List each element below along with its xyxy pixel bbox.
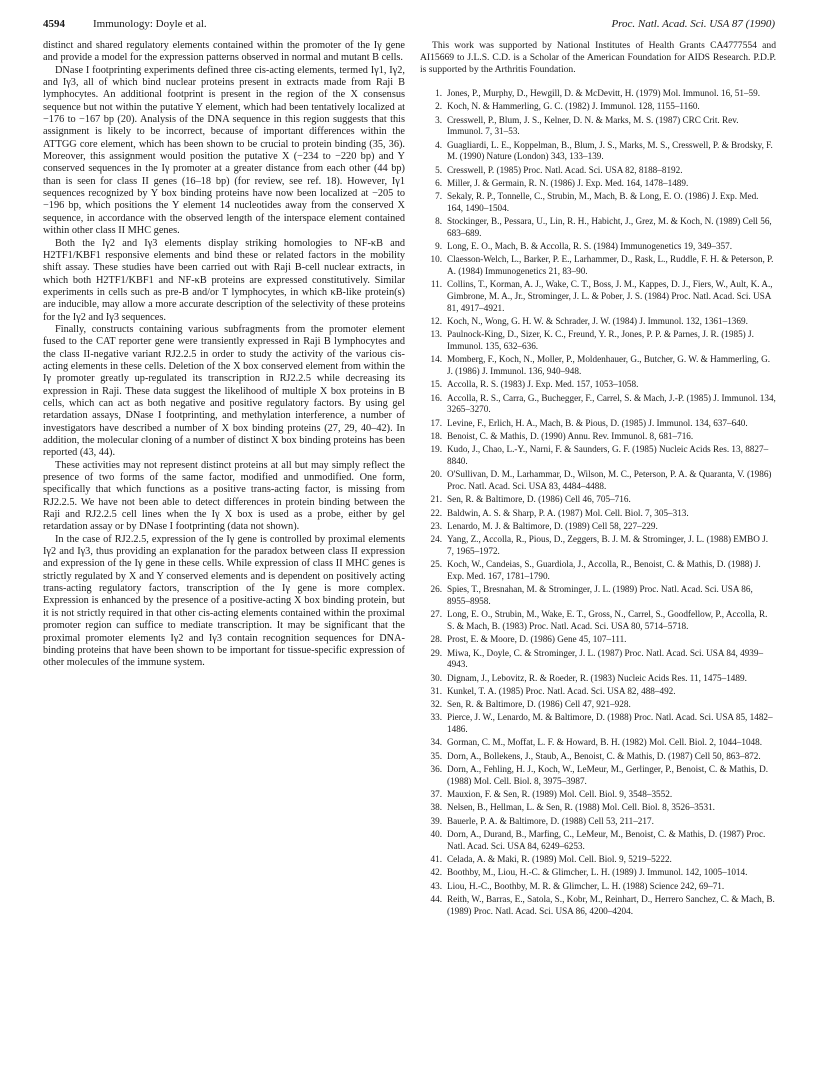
reference-text: Dorn, A., Bollekens, J., Staub, A., Benoist, C. & Mathis, D. (1987) Cell 50, 863–872. — [447, 750, 761, 761]
reference-text: Guagliardi, L. E., Koppelman, B., Blum, J. S., Marks, M. S., Cresswell, P. & Brodsky, F. M. (1990) Nature (London) 343, 133–139. — [447, 139, 773, 162]
reference-number: 43. — [430, 880, 442, 891]
reference-number: 25. — [430, 559, 442, 570]
reference-text: Accolla, R. S. (1983) J. Exp. Med. 157, 1053–1058. — [447, 379, 639, 390]
reference-number: 4. — [435, 139, 442, 150]
reference-item — [420, 737, 776, 749]
reference-item — [420, 216, 776, 239]
reference-text: Levine, F., Erlich, H. A., Mach, B. & Pious, D. (1985) J. Immunol. 134, 637–640. — [447, 417, 748, 428]
running-head: Immunology: Doyle et al. — [93, 18, 207, 30]
reference-number: 9. — [435, 241, 442, 252]
reference-text: Stockinger, B., Pessara, U., Lin, R. H., Habicht, J., Grez, M. & Koch, N. (1989) Cell 56, 683–689. — [447, 216, 772, 238]
reference-item — [420, 254, 776, 277]
reference-item — [420, 712, 776, 735]
reference-text: Gorman, C. M., Moffat, L. F. & Howard, B. H. (1982) Mol. Cell. Biol. 2, 1044–1048. — [447, 737, 763, 748]
reference-item — [420, 494, 776, 506]
reference-item — [420, 686, 776, 698]
reference-number: 34. — [430, 737, 442, 748]
reference-number: 3. — [435, 114, 442, 125]
reference-number: 16. — [430, 392, 442, 403]
reference-text: Mauxion, F. & Sen, R. (1989) Mol. Cell. Biol. 9, 3548–3552. — [447, 789, 673, 800]
reference-text: Long, E. O., Strubin, M., Wake, E. T., Gross, N., Carrel, S., Goodfellow, P., Accolla, R. S. & Mach, B. (1983) Proc. Natl. Acad. Sci. USA 80, 5714–5718. — [447, 609, 768, 631]
reference-number: 7. — [435, 191, 442, 202]
reference-text: Yang, Z., Accolla, R., Pious, D., Zeggers, B. J. M. & Strominger, J. L. (1988) EMBO J. 7, 1965–1972. — [447, 534, 769, 556]
reference-text: Nelsen, B., Hellman, L. & Sen, R. (1988) Mol. Cell. Biol. 8, 3526–3531. — [447, 802, 715, 813]
reference-number: 22. — [430, 507, 442, 518]
references-column — [420, 40, 776, 919]
reference-text: Celada, A. & Maki, R. (1989) Mol. Cell. Biol. 9, 5219–5222. — [447, 853, 672, 864]
reference-text: Koch, N. & Hammerling, G. C. (1982) J. Immunol. 128, 1155–1160. — [447, 101, 700, 112]
reference-text: Kunkel, T. A. (1985) Proc. Natl. Acad. Sci. USA 82, 488–492. — [447, 685, 676, 696]
body-text-column — [43, 40, 405, 670]
reference-item — [420, 534, 776, 557]
reference-item — [420, 751, 776, 763]
reference-number: 23. — [430, 520, 442, 531]
reference-text: Dorn, A., Fehling, H. J., Koch, W., LeMeur, M., Gerlinger, P., Benoist, C. & Mathis, D. (1988) Mol. Cell. Biol. 8, 3975–3987. — [447, 764, 769, 786]
journal-citation: Proc. Natl. Acad. Sci. USA 87 (1990) — [611, 18, 775, 30]
reference-number: 35. — [430, 750, 442, 761]
reference-item — [420, 673, 776, 685]
reference-text: Sen, R. & Baltimore, D. (1986) Cell 47, 921–928. — [447, 699, 631, 710]
reference-item — [420, 469, 776, 492]
reference-text: Dignam, J., Lebovitz, R. & Roeder, R. (1983) Nucleic Acids Res. 11, 1475–1489. — [447, 672, 747, 683]
reference-number: 32. — [430, 699, 442, 710]
reference-number: 30. — [430, 672, 442, 683]
reference-number: 26. — [430, 584, 442, 595]
reference-text: Lenardo, M. J. & Baltimore, D. (1989) Cell 58, 227–229. — [447, 520, 658, 531]
reference-text: Miller, J. & Germain, R. N. (1986) J. Exp. Med. 164, 1478–1489. — [447, 177, 689, 188]
reference-number: 20. — [430, 469, 442, 480]
reference-text: Momberg, F., Koch, N., Moller, P., Moldenhauer, G., Butcher, G. W. & Hammerling, G. J. (1986) J. Immunol. 136, 940–948. — [447, 354, 771, 377]
body-paragraph: These activities may not represent distinct proteins at all but may simply reflect the presence of two forms of the same factor, modified and unmodified. One form, specifically that which functions as a positive trans-acting factor, is missing from RJ2.2.5. We have not been able to detect differences in protein binding between the Raji and RJ2.2.5 cell lines when the Iγ X box is used as a probe, either by gel retardation assay or by DNase I footprinting (data not shown). — [43, 459, 405, 533]
reference-number: 40. — [430, 828, 442, 839]
reference-item — [420, 829, 776, 852]
reference-item — [420, 559, 776, 582]
body-paragraph: distinct and shared regulatory elements contained within the promoter of the Iγ gene and provide a model for the expression patterns observed in normal and mutant B cells. — [43, 40, 405, 64]
reference-number: 21. — [430, 494, 442, 505]
reference-item — [420, 634, 776, 646]
reference-item — [420, 444, 776, 467]
reference-item — [420, 699, 776, 711]
reference-number: 38. — [430, 802, 442, 813]
reference-number: 19. — [430, 444, 442, 455]
reference-text: Kudo, J., Chao, L.-Y., Narni, F. & Saunders, G. F. (1985) Nucleic Acids Res. 13, 8827–8840. — [447, 444, 769, 467]
reference-text: Liou, H.-C., Boothby, M. R. & Glimcher, L. H. (1988) Science 242, 69–71. — [447, 880, 725, 891]
reference-item — [420, 354, 776, 377]
reference-number: 42. — [430, 867, 442, 878]
reference-number: 39. — [430, 815, 442, 826]
reference-item — [420, 178, 776, 190]
body-paragraph: In the case of RJ2.2.5, expression of the Iγ gene is controlled by proximal elements Iγ2 and Iγ3, thus providing an explanation for the paradox between class II expression and expression of the Iγ gene in these cells. While expression of class II MHC genes is strictly regulated by X and Y conserved elements and is dependent on positively acting trans-acting regulatory factors, transcription of the Iγ gene is more complex. Expression is enhanced by the presence of a positive-acting X box binding protein, but it is not strictly required in that other cis-acting elements contained within the proximal promoter region can suffice to mediate transcription. It may be significant that the proximal promoter elements Iγ2 and Iγ3 contain recognition sequences for DNA-binding proteins that have been shown to be important for tissue-specific expression of other molecules of the immune system. — [43, 533, 405, 669]
reference-item — [420, 764, 776, 787]
reference-number: 36. — [430, 764, 442, 775]
reference-item — [420, 101, 776, 113]
reference-number: 41. — [430, 853, 442, 864]
reference-item — [420, 816, 776, 828]
reference-number: 15. — [430, 379, 442, 390]
reference-item — [420, 867, 776, 879]
reference-text: Spies, T., Bresnahan, M. & Strominger, J. L. (1989) Proc. Natl. Acad. Sci. USA 86, 8955–8958. — [447, 584, 753, 606]
reference-text: Sen, R. & Baltimore, D. (1986) Cell 46, 705–716. — [447, 494, 631, 505]
reference-text: Koch, N., Wong, G. H. W. & Schrader, J. W. (1984) J. Immunol. 132, 1361–1369. — [447, 316, 748, 327]
reference-text: Claesson-Welch, L., Barker, P. E., Larhammer, D., Rask, L., Ruddle, F. H. & Peterson, P. A. (1984) Immunogenetics 21, 83–90. — [447, 254, 774, 277]
reference-item — [420, 165, 776, 177]
reference-item — [420, 393, 776, 416]
reference-number: 17. — [430, 417, 442, 428]
reference-item — [420, 789, 776, 801]
reference-number: 10. — [430, 254, 442, 265]
reference-item — [420, 894, 776, 917]
reference-text: Cresswell, P. (1985) Proc. Natl. Acad. Sci. USA 82, 8188–8192. — [447, 164, 683, 175]
reference-number: 44. — [430, 893, 442, 904]
reference-number: 27. — [430, 609, 442, 620]
reference-text: Benoist, C. & Mathis, D. (1990) Annu. Rev. Immunol. 8, 681–716. — [447, 431, 694, 442]
acknowledgment: This work was supported by National Institutes of Health Grants CA4777554 and AI15669 to J.L.S. C.D. is a Scholar of the American Foundation for AIDS Research. P.D.P. is supported by the Arthritis Foundation. — [420, 40, 776, 75]
reference-text: Jones, P., Murphy, D., Hewgill, D. & McDevitt, H. (1979) Mol. Immunol. 16, 51–59. — [447, 88, 761, 98]
reference-number: 11. — [430, 279, 442, 290]
reference-item — [420, 329, 776, 352]
reference-number: 33. — [430, 712, 442, 723]
reference-number: 2. — [435, 101, 442, 112]
reference-item — [420, 316, 776, 328]
reference-number: 12. — [430, 316, 442, 327]
reference-item — [420, 431, 776, 443]
reference-number: 14. — [430, 354, 442, 365]
reference-number: 37. — [430, 789, 442, 800]
reference-text: Baldwin, A. S. & Sharp, P. A. (1987) Mol. Cell. Biol. 7, 305–313. — [447, 507, 689, 518]
reference-text: Boothby, M., Liou, H.-C. & Glimcher, L. H. (1989) J. Immunol. 142, 1005–1014. — [447, 867, 748, 878]
reference-number: 31. — [430, 685, 442, 696]
reference-text: Bauerle, P. A. & Baltimore, D. (1988) Cell 53, 211–217. — [447, 815, 654, 826]
reference-item — [420, 648, 776, 671]
reference-text: Prost, E. & Moore, D. (1986) Gene 45, 107–111. — [447, 634, 627, 645]
reference-number: 13. — [430, 329, 442, 340]
page-header — [43, 16, 775, 32]
reference-number: 6. — [435, 177, 442, 188]
reference-item — [420, 521, 776, 533]
reference-item — [420, 584, 776, 607]
reference-item — [420, 802, 776, 814]
reference-text: O'Sullivan, D. M., Larhammar, D., Wilson, M. C., Peterson, P. A. & Quaranta, V. (1986) Proc. Natl. Acad. Sci. USA 83, 4484–4488. — [447, 469, 772, 492]
reference-list — [420, 88, 776, 917]
reference-item — [420, 854, 776, 866]
reference-item — [420, 191, 776, 214]
reference-number: 29. — [430, 647, 442, 658]
reference-text: Sekaly, R. P., Tonnelle, C., Strubin, M., Mach, B. & Long, E. O. (1986) J. Exp. Med. 164, 1490–1504. — [447, 191, 759, 213]
reference-text: Paulnock-King, D., Sizer, K. C., Freund, Y. R., Jones, P. P. & Parnes, J. R. (1985) J. Immunol. 135, 632–636. — [447, 329, 754, 352]
reference-item — [420, 881, 776, 893]
reference-item — [420, 88, 776, 100]
reference-number: 5. — [435, 164, 442, 175]
reference-text: Pierce, J. W., Lenardo, M. & Baltimore, D. (1988) Proc. Natl. Acad. Sci. USA 85, 1482–1486. — [447, 712, 773, 735]
reference-number: 18. — [430, 431, 442, 442]
reference-item — [420, 279, 776, 314]
reference-item — [420, 418, 776, 430]
reference-item — [420, 609, 776, 632]
reference-number: 24. — [430, 534, 442, 545]
reference-item — [420, 115, 776, 138]
reference-item — [420, 508, 776, 520]
body-paragraph: Finally, constructs containing various subfragments from the promoter element fused to the CAT reporter gene were transiently expressed in Raji B lymphocytes and the class II-negative variant RJ2.2.5 in order to study the activity of the various cis-acting elements in these cells. Deletion of the X box conserved element from within the Iγ promoter greatly up-regulated its transcription in RJ2.2.5 while decreasing its expression in Raji. These data suggest the likelihood of multiple X box proteins in B cells, which can act as both negative and positive regulatory factors. By using gel retardation assays, DNase I footprinting, and methylation interference, a number of investigators have described a number of X box binding proteins (27, 29, 40–42). In addition, the molecular cloning of a number of distinct X box binding proteins has been reported (43, 44). — [43, 323, 405, 459]
reference-number: 28. — [430, 634, 442, 645]
reference-text: Long, E. O., Mach, B. & Accolla, R. S. (1984) Immunogenetics 19, 349–357. — [447, 241, 733, 252]
reference-text: Collins, T., Korman, A. J., Wake, C. T., Boss, J. M., Kappes, D. J., Fiers, W., Ault, K. A., Gimbrone, M. A., Jr., Strominger, J. L. & Pober, J. S. (1984) Proc. Natl. Acad. Sci. USA 81, 4917–4921. — [447, 279, 773, 313]
reference-text: Accolla, R. S., Carra, G., Buchegger, F., Carrel, S. & Mach, J.-P. (1985) J. Immunol. 134, 3265–3270. — [447, 392, 776, 415]
reference-text: Reith, W., Barras, E., Satola, S., Kobr, M., Reinhart, D., Herrero Sanchez, C. & Mach, B. (1989) Proc. Natl. Acad. Sci. USA 86, 4200–4204. — [447, 893, 775, 916]
reference-text: Miwa, K., Doyle, C. & Strominger, J. L. (1987) Proc. Natl. Acad. Sci. USA 84, 4939–4943. — [447, 647, 764, 670]
reference-number: 1. — [435, 88, 442, 98]
reference-item — [420, 241, 776, 253]
reference-item — [420, 379, 776, 391]
reference-item — [420, 140, 776, 163]
body-paragraph: DNase I footprinting experiments defined three cis-acting elements, termed Iγ1, Iγ2, and Iγ3, all of which bind nuclear proteins present in extracts made from Raji B lymphocytes. An additional footprint is present in the region of the X consensus sequence but not within the putative Y element, which had been tentatively localized at −176 to −167 bp (20). Analysis of the DNA sequence in this region suggests that this assignment is likely to be incorrect, because of important differences within the ATTGG core element, which has been shown to be crucial to protein binding (35, 36). Moreover, this assignment would position the putative X (−234 to −220 bp) and Y conserved sequences in the Iγ promoter at a greater distance from each other (44 bp) than is seen for class II genes (16–18 bp) (for review, see ref. 18). However, Iγ1 sequences recognized by Y box binding proteins have now been localized at −205 to −196 bp, which positions the Y element 14 nucleotides away from the conserved X sequence, in accordance with the observed length of the interspace element contained within other class II MHC genes. — [43, 64, 405, 237]
reference-number: 8. — [435, 216, 442, 227]
reference-text: Koch, W., Candeias, S., Guardiola, J., Accolla, R., Benoist, C. & Mathis, D. (1988) J. Exp. Med. 167, 1781–1790. — [447, 559, 761, 581]
body-paragraph: Both the Iγ2 and Iγ3 elements display striking homologies to NF-κB and H2TF1/KBF1 responsive elements and bind these or related factors in the mobility shift assay. These studies have been carried out with Raji B-cell nuclear extracts, in which both H2TF1/KBF1 and NF-κB proteins are expressed constitutively. Similar experiments in cells such as pre-B and/or T lymphocytes, in which κB-like protein(s) are inducible, may allow a more accurate description of the selectivity of these proteins for the Iγ2 and Iγ3 sequences. — [43, 237, 405, 323]
reference-text: Dorn, A., Durand, B., Marfing, C., LeMeur, M., Benoist, C. & Mathis, D. (1987) Proc. Natl. Acad. Sci. USA 84, 6249–6253. — [447, 828, 766, 851]
page-number: 4594 — [43, 18, 65, 30]
reference-text: Cresswell, P., Blum, J. S., Kelner, D. N. & Marks, M. S. (1987) CRC Crit. Rev. Immunol. 7, 31–53. — [447, 114, 739, 137]
